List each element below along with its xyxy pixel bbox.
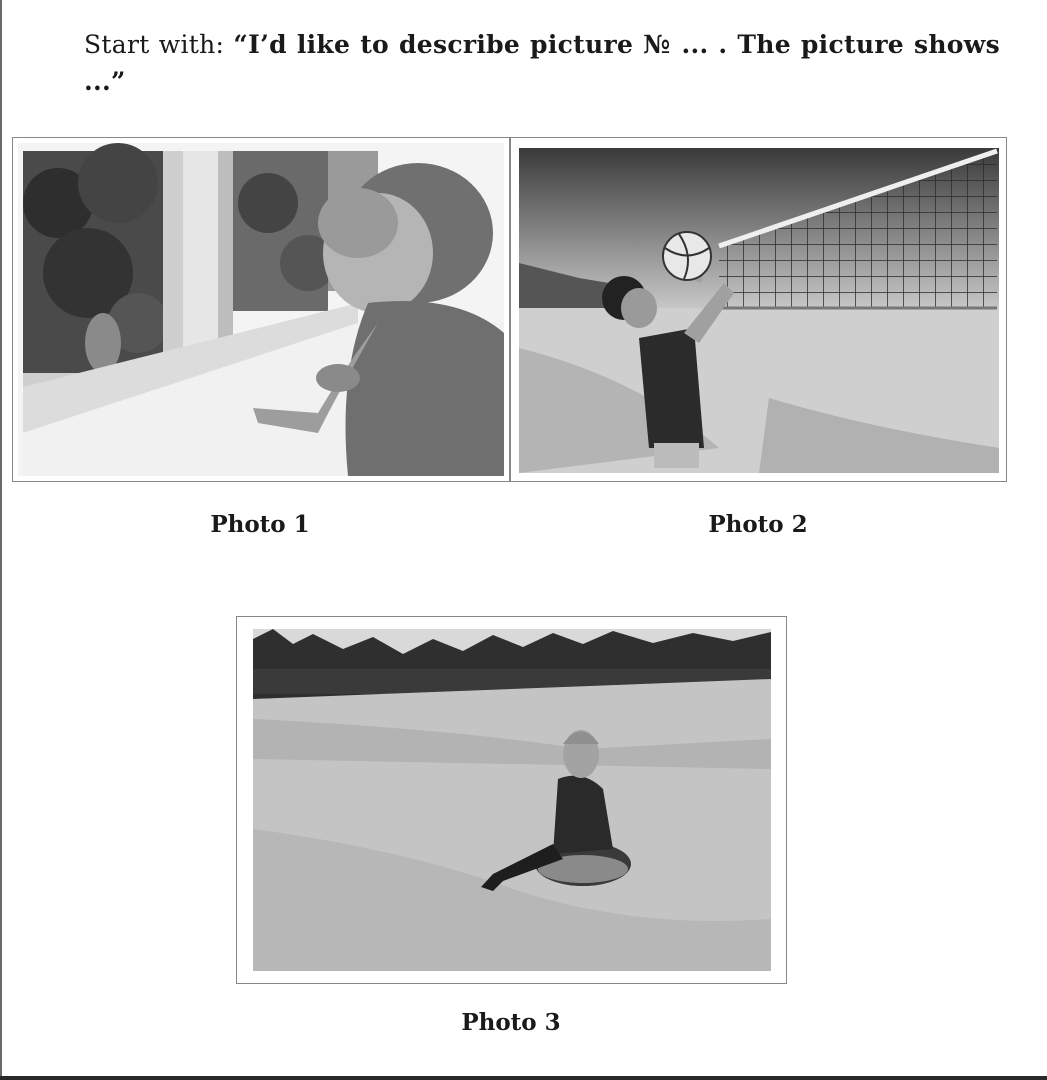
photo-1-frame (12, 137, 510, 482)
instruction-prompt: “I’d like to describe picture № ... . The picture shows ...” (84, 30, 1000, 96)
photo-2-caption: Photo 2 (708, 511, 808, 538)
photo-2-image (519, 148, 999, 473)
photo-2-frame (510, 137, 1007, 482)
page-bottom-edge (0, 1076, 1047, 1080)
photo-1-caption: Photo 1 (210, 511, 310, 538)
instruction-lead: Start with: (84, 30, 234, 59)
photo-3-frame (236, 616, 787, 984)
photo-1-image (18, 143, 504, 476)
page-left-edge (0, 0, 2, 1080)
photo-3-image (253, 629, 771, 971)
task-instruction (84, 26, 1000, 100)
photo-3-caption: Photo 3 (461, 1009, 561, 1036)
